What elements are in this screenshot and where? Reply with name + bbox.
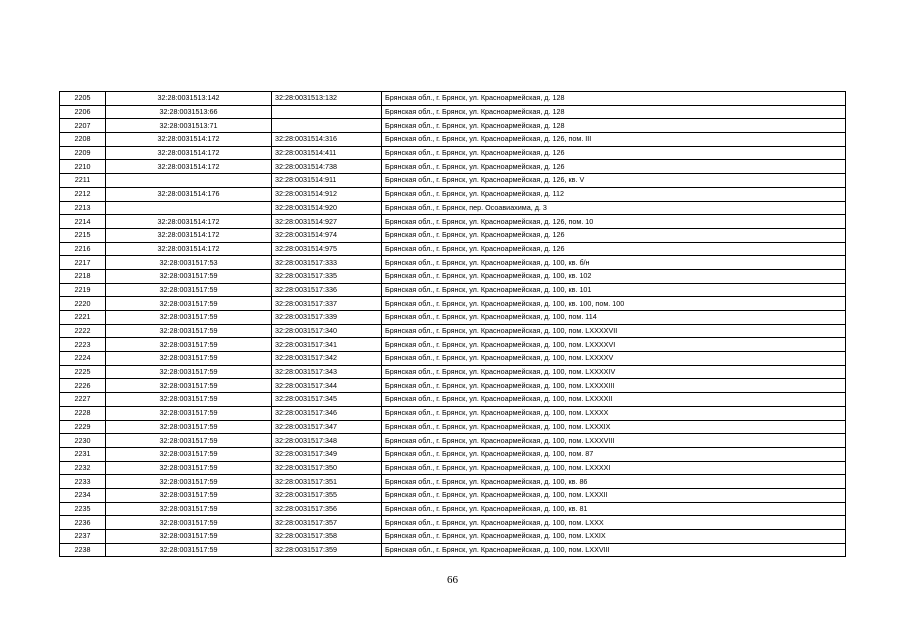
cadastral-number-cell: 32:28:0031517:347 [272,420,382,434]
table-body [60,92,846,557]
cadastral-number-cell: 32:28:0031514:927 [272,215,382,229]
table-row [60,530,846,544]
row-number-cell: 2227 [60,393,106,407]
parent-cadastral-number-cell: 32:28:0031517:59 [106,461,272,475]
parent-cadastral-number-cell: 32:28:0031517:59 [106,379,272,393]
parent-cadastral-number-cell: 32:28:0031517:59 [106,406,272,420]
cadastral-number-cell: 32:28:0031514:911 [272,174,382,188]
address-cell: Брянская обл., г. Брянск, ул. Красноармейская, д. 126, кв. V [382,174,846,188]
address-cell: Брянская обл., г. Брянск, ул. Красноармейская, д. 100, пом. LXXXXV [382,352,846,366]
cadastral-number-cell: 32:28:0031517:335 [272,269,382,283]
address-cell: Брянская обл., г. Брянск, ул. Красноармейская, д. 100, пом. LXXXIX [382,420,846,434]
row-number-cell: 2233 [60,475,106,489]
parent-cadastral-number-cell: 32:28:0031517:59 [106,297,272,311]
cadastral-number-cell: 32:28:0031514:912 [272,187,382,201]
table-row [60,461,846,475]
cadastral-number-cell: 32:28:0031517:355 [272,488,382,502]
table-row [60,502,846,516]
address-cell: Брянская обл., г. Брянск, ул. Красноармейская, д. 100, пом. LXXXVIII [382,434,846,448]
page-number: 66 [447,574,458,586]
cadastral-number-cell: 32:28:0031517:333 [272,256,382,270]
parent-cadastral-number-cell: 32:28:0031517:59 [106,516,272,530]
cadastral-number-cell: 32:28:0031514:316 [272,133,382,147]
row-number-cell: 2230 [60,434,106,448]
row-number-cell: 2237 [60,530,106,544]
cadastral-number-cell: 32:28:0031517:358 [272,530,382,544]
parent-cadastral-number-cell [106,174,272,188]
cadastral-number-cell: 32:28:0031517:351 [272,475,382,489]
row-number-cell: 2235 [60,502,106,516]
cadastral-number-cell: 32:28:0031517:356 [272,502,382,516]
table-row [60,379,846,393]
address-cell: Брянская обл., г. Брянск, ул. Красноармейская, д. 100, пом. LXXXXIV [382,365,846,379]
table-row [60,133,846,147]
parent-cadastral-number-cell: 32:28:0031514:172 [106,133,272,147]
row-number-cell: 2214 [60,215,106,229]
row-number-cell: 2224 [60,352,106,366]
row-number-cell: 2232 [60,461,106,475]
row-number-cell: 2220 [60,297,106,311]
address-cell: Брянская обл., г. Брянск, ул. Красноармейская, д. 100, пом. LXXIX [382,530,846,544]
cadastral-number-cell: 32:28:0031517:342 [272,352,382,366]
parent-cadastral-number-cell: 32:28:0031517:59 [106,475,272,489]
parent-cadastral-number-cell: 32:28:0031514:172 [106,215,272,229]
address-cell: Брянская обл., г. Брянск, ул. Красноармейская, д. 100, пом. LXXXXI [382,461,846,475]
parent-cadastral-number-cell: 32:28:0031514:176 [106,187,272,201]
parent-cadastral-number-cell: 32:28:0031517:59 [106,420,272,434]
address-cell: Брянская обл., г. Брянск, ул. Красноармейская, д. 126 [382,146,846,160]
address-cell: Брянская обл., г. Брянск, ул. Красноармейская, д. 126, пом. III [382,133,846,147]
table-row [60,352,846,366]
parent-cadastral-number-cell: 32:28:0031514:172 [106,160,272,174]
cadastral-number-cell: 32:28:0031517:350 [272,461,382,475]
row-number-cell: 2234 [60,488,106,502]
cadastral-number-cell: 32:28:0031517:339 [272,311,382,325]
address-cell: Брянская обл., г. Брянск, пер. Осоавиахима, д. 3 [382,201,846,215]
address-cell: Брянская обл., г. Брянск, ул. Красноармейская, д. 100, кв. 102 [382,269,846,283]
cadastral-number-cell: 32:28:0031517:348 [272,434,382,448]
table-row [60,269,846,283]
parent-cadastral-number-cell: 32:28:0031513:71 [106,119,272,133]
cadastral-number-cell [272,119,382,133]
parent-cadastral-number-cell: 32:28:0031513:66 [106,105,272,119]
table-row [60,488,846,502]
table-row [60,475,846,489]
address-cell: Брянская обл., г. Брянск, ул. Красноармейская, д. 100, пом. 114 [382,311,846,325]
table-row [60,406,846,420]
parent-cadastral-number-cell: 32:28:0031517:59 [106,488,272,502]
row-number-cell: 2206 [60,105,106,119]
row-number-cell: 2207 [60,119,106,133]
table-row [60,393,846,407]
table-row [60,160,846,174]
parent-cadastral-number-cell: 32:28:0031517:59 [106,283,272,297]
row-number-cell: 2229 [60,420,106,434]
table-row [60,174,846,188]
table-row [60,201,846,215]
row-number-cell: 2218 [60,269,106,283]
parent-cadastral-number-cell: 32:28:0031517:59 [106,311,272,325]
table-row [60,228,846,242]
address-cell: Брянская обл., г. Брянск, ул. Красноармейская, д. 100, кв. 81 [382,502,846,516]
parent-cadastral-number-cell: 32:28:0031514:172 [106,146,272,160]
parent-cadastral-number-cell: 32:28:0031517:59 [106,365,272,379]
cadastral-number-cell: 32:28:0031514:974 [272,228,382,242]
table-row [60,447,846,461]
row-number-cell: 2231 [60,447,106,461]
cadastral-number-cell: 32:28:0031513:132 [272,92,382,106]
address-cell: Брянская обл., г. Брянск, ул. Красноармейская, д. 126 [382,242,846,256]
parent-cadastral-number-cell: 32:28:0031514:172 [106,242,272,256]
address-cell: Брянская обл., г. Брянск, ул. Красноармейская, д. 100, пом. LXXXX [382,406,846,420]
row-number-cell: 2208 [60,133,106,147]
cadastral-number-cell: 32:28:0031517:341 [272,338,382,352]
address-cell: Брянская обл., г. Брянск, ул. Красноармейская, д. 100, кв. 101 [382,283,846,297]
address-cell: Брянская обл., г. Брянск, ул. Красноармейская, д. 126, пом. 10 [382,215,846,229]
cadastral-number-cell: 32:28:0031514:738 [272,160,382,174]
row-number-cell: 2236 [60,516,106,530]
table-row [60,119,846,133]
parent-cadastral-number-cell: 32:28:0031517:59 [106,269,272,283]
address-cell: Брянская обл., г. Брянск, ул. Красноармейская, д. 126 [382,228,846,242]
property-register-table [59,91,846,557]
cadastral-number-cell: 32:28:0031517:343 [272,365,382,379]
address-cell: Брянская обл., г. Брянск, ул. Красноармейская, д. 126 [382,160,846,174]
address-cell: Брянская обл., г. Брянск, ул. Красноармейская, д. 100, пом. 87 [382,447,846,461]
parent-cadastral-number-cell: 32:28:0031514:172 [106,228,272,242]
table-row [60,324,846,338]
table-row [60,187,846,201]
cadastral-number-cell: 32:28:0031517:345 [272,393,382,407]
row-number-cell: 2225 [60,365,106,379]
row-number-cell: 2226 [60,379,106,393]
address-cell: Брянская обл., г. Брянск, ул. Красноармейская, д. 100, пом. LXXXXIII [382,379,846,393]
table-row [60,516,846,530]
address-cell: Брянская обл., г. Брянск, ул. Красноармейская, д. 128 [382,119,846,133]
parent-cadastral-number-cell: 32:28:0031517:53 [106,256,272,270]
address-cell: Брянская обл., г. Брянск, ул. Красноармейская, д. 100, пом. LXXXXII [382,393,846,407]
parent-cadastral-number-cell: 32:28:0031517:59 [106,543,272,557]
row-number-cell: 2217 [60,256,106,270]
table-row [60,256,846,270]
cadastral-number-cell: 32:28:0031517:346 [272,406,382,420]
cadastral-number-cell: 32:28:0031517:344 [272,379,382,393]
address-cell: Брянская обл., г. Брянск, ул. Красноармейская, д. 128 [382,105,846,119]
table-row [60,105,846,119]
address-cell: Брянская обл., г. Брянск, ул. Красноармейская, д. 100, пом. LXXXII [382,488,846,502]
address-cell: Брянская обл., г. Брянск, ул. Красноармейская, д. 100, кв. 86 [382,475,846,489]
table-row [60,215,846,229]
table-row [60,311,846,325]
address-cell: Брянская обл., г. Брянск, ул. Красноармейская, д. 128 [382,92,846,106]
parent-cadastral-number-cell: 32:28:0031517:59 [106,393,272,407]
row-number-cell: 2212 [60,187,106,201]
row-number-cell: 2219 [60,283,106,297]
row-number-cell: 2221 [60,311,106,325]
row-number-cell: 2211 [60,174,106,188]
cadastral-number-cell: 32:28:0031514:411 [272,146,382,160]
table-row [60,338,846,352]
cadastral-number-cell: 32:28:0031514:975 [272,242,382,256]
cadastral-number-cell: 32:28:0031517:337 [272,297,382,311]
row-number-cell: 2213 [60,201,106,215]
parent-cadastral-number-cell: 32:28:0031517:59 [106,338,272,352]
address-cell: Брянская обл., г. Брянск, ул. Красноармейская, д. 100, кв. б/н [382,256,846,270]
parent-cadastral-number-cell [106,201,272,215]
address-cell: Брянская обл., г. Брянск, ул. Красноармейская, д. 100, пом. LXXX [382,516,846,530]
parent-cadastral-number-cell: 32:28:0031517:59 [106,502,272,516]
row-number-cell: 2228 [60,406,106,420]
address-cell: Брянская обл., г. Брянск, ул. Красноармейская, д. 112 [382,187,846,201]
cadastral-number-cell: 32:28:0031517:359 [272,543,382,557]
table-row [60,92,846,106]
parent-cadastral-number-cell: 32:28:0031517:59 [106,434,272,448]
parent-cadastral-number-cell: 32:28:0031517:59 [106,352,272,366]
row-number-cell: 2222 [60,324,106,338]
table-row [60,434,846,448]
address-cell: Брянская обл., г. Брянск, ул. Красноармейская, д. 100, пом. LXXXXVII [382,324,846,338]
cadastral-number-cell: 32:28:0031517:349 [272,447,382,461]
row-number-cell: 2210 [60,160,106,174]
row-number-cell: 2205 [60,92,106,106]
address-cell: Брянская обл., г. Брянск, ул. Красноармейская, д. 100, пом. LXXXXVI [382,338,846,352]
parent-cadastral-number-cell: 32:28:0031513:142 [106,92,272,106]
row-number-cell: 2216 [60,242,106,256]
parent-cadastral-number-cell: 32:28:0031517:59 [106,447,272,461]
cadastral-number-cell: 32:28:0031517:357 [272,516,382,530]
table-row [60,242,846,256]
table-row [60,297,846,311]
row-number-cell: 2223 [60,338,106,352]
table-row [60,420,846,434]
cadastral-number-cell [272,105,382,119]
row-number-cell: 2209 [60,146,106,160]
row-number-cell: 2238 [60,543,106,557]
cadastral-number-cell: 32:28:0031514:920 [272,201,382,215]
address-cell: Брянская обл., г. Брянск, ул. Красноармейская, д. 100, пом. LXXVIII [382,543,846,557]
table-row [60,365,846,379]
parent-cadastral-number-cell: 32:28:0031517:59 [106,530,272,544]
cadastral-number-cell: 32:28:0031517:336 [272,283,382,297]
table-row [60,283,846,297]
address-cell: Брянская обл., г. Брянск, ул. Красноармейская, д. 100, кв. 100, пом. 100 [382,297,846,311]
row-number-cell: 2215 [60,228,106,242]
parent-cadastral-number-cell: 32:28:0031517:59 [106,324,272,338]
table-row [60,146,846,160]
cadastral-number-cell: 32:28:0031517:340 [272,324,382,338]
table-row [60,543,846,557]
